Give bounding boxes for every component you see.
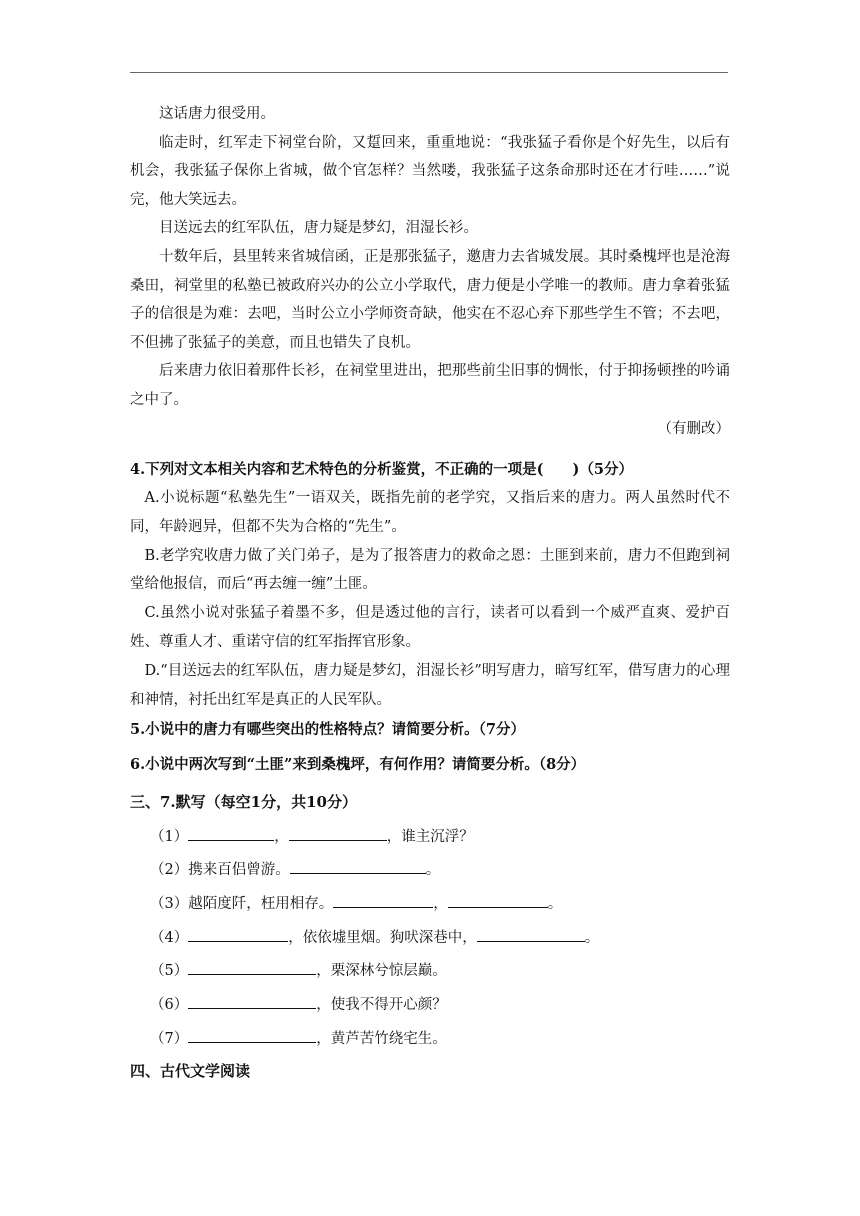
item-text: ，黄芦苦竹绕宅生。: [316, 1031, 447, 1047]
option-d: D.“目送远去的红军队伍，唐力疑是梦幻，泪湿长衫”明写唐力，暗写红军，借写唐力的心理和神情，衬托出红军是真正的人民军队。: [130, 662, 730, 708]
item-text: ，依依墟里烟。狗吠深巷中，: [288, 930, 477, 946]
item-number: （5）: [150, 963, 189, 979]
passage-paragraph-3: 目送远去的红军队伍，唐力疑是梦幻，泪湿长衫。: [159, 220, 478, 237]
answer-blank[interactable]: [289, 824, 387, 841]
item-text: ，: [274, 829, 289, 845]
answer-blank[interactable]: [290, 857, 426, 874]
passage-paragraph-1: 这话唐力很受用。: [159, 106, 275, 122]
item-text: ，谁主沉浮？: [386, 829, 474, 845]
item-text: ，: [433, 896, 448, 912]
item-number: （6）: [150, 997, 189, 1013]
item-number: （3）: [150, 896, 189, 912]
question-6: 6.小说中两次写到“土匪”来到桑槐坪，有何作用？请简要分析。（8分）: [130, 756, 586, 773]
dictation-item-7: [150, 1026, 447, 1049]
item-text: 携来百侣曾游。: [188, 862, 290, 878]
dictation-item-3: [150, 891, 562, 914]
passage-paragraph-5: 后来唐力依旧着那件长衫，在祠堂里进出，把那些前尘旧事的惆怅，付于抑扬顿挫的吟诵之中了。: [130, 363, 730, 408]
option-c: C.虽然小说对张猛子着墨不多，但是透过他的言行，读者可以看到一个威严直爽、爱护百姓、尊重人才、重诺守信的红军指挥官形象。: [130, 605, 730, 650]
item-text: ，栗深林兮惊层巅。: [316, 963, 447, 979]
answer-blank[interactable]: [333, 891, 433, 908]
dictation-item-4: [150, 925, 599, 948]
section-3-title: 三、7.默写（每空1分，共10分）: [130, 793, 357, 811]
item-number: （4）: [150, 930, 189, 946]
option-a: A.小说标题“私塾先生”一语双关，既指先前的老学究，又指后来的唐力。两人虽然时代不同，年龄迥异，但都不失为合格的“先生”。: [130, 490, 730, 535]
section-4-title: 四、古代文学阅读: [130, 1062, 251, 1080]
dictation-item-1: [150, 824, 474, 847]
passage-paragraph-4: 十数年后，县里转来省城信函，正是那张猛子，邀唐力去省城发展。其时桑槐坪也是沧海桑田，祠堂里的私塾已被政府兴办的公立小学取代，唐力便是小学唯一的教师。唐力拿着张猛子的信很是为难：去吧，当时公立小学师资奇缺，他实在不忍心弃下那些学生不管；不去吧，不但拂了张猛子的美意，而且也错失了良机。: [130, 248, 730, 351]
item-number: （7）: [150, 1031, 189, 1047]
option-b: B.老学究收唐力做了关门弟子，是为了报答唐力的救命之恩：土匪到来前，唐力不但跑到祠堂给他报信，而后“再去缠一缠”土匪。: [130, 547, 730, 593]
question-4-stem: 4.下列对文本相关内容和艺术特色的分析鉴赏，不正确的一项是( )（5分）: [130, 461, 633, 478]
item-text: 。: [584, 930, 600, 946]
answer-blank[interactable]: [477, 925, 585, 942]
answer-blank[interactable]: [188, 1026, 316, 1043]
header-rule: [130, 72, 728, 73]
passage: [130, 100, 730, 443]
item-number: （2）: [150, 862, 189, 878]
answer-blank[interactable]: [188, 824, 274, 841]
answer-blank[interactable]: [188, 958, 316, 975]
answer-blank[interactable]: [448, 891, 548, 908]
item-text: 越陌度阡，枉用相存。: [188, 896, 334, 912]
passage-source-note: （有删改）: [657, 420, 730, 437]
dictation-item-2: [150, 857, 440, 880]
passage-paragraph-2: 临走时，红军走下祠堂台阶，又踅回来，重重地说：“我张猛子看你是个好先生，以后有机会，我张猛子保你上省城，做个官怎样？当然喽，我张猛子这条命那时还在才行哇……”说完，他大笑远去。: [130, 134, 730, 208]
answer-blank[interactable]: [188, 925, 288, 942]
item-number: （1）: [150, 829, 189, 845]
item-text: 。: [547, 896, 563, 912]
question-4-options: [130, 484, 730, 714]
dictation-item-5: [150, 958, 447, 981]
answer-blank[interactable]: [188, 992, 316, 1009]
item-text: ，使我不得开心颜？: [316, 997, 447, 1013]
question-5: 5.小说中的唐力有哪些突出的性格特点？请简要分析。（7分）: [130, 721, 525, 738]
dictation-item-6: [150, 992, 447, 1015]
item-text: 。: [425, 862, 441, 878]
